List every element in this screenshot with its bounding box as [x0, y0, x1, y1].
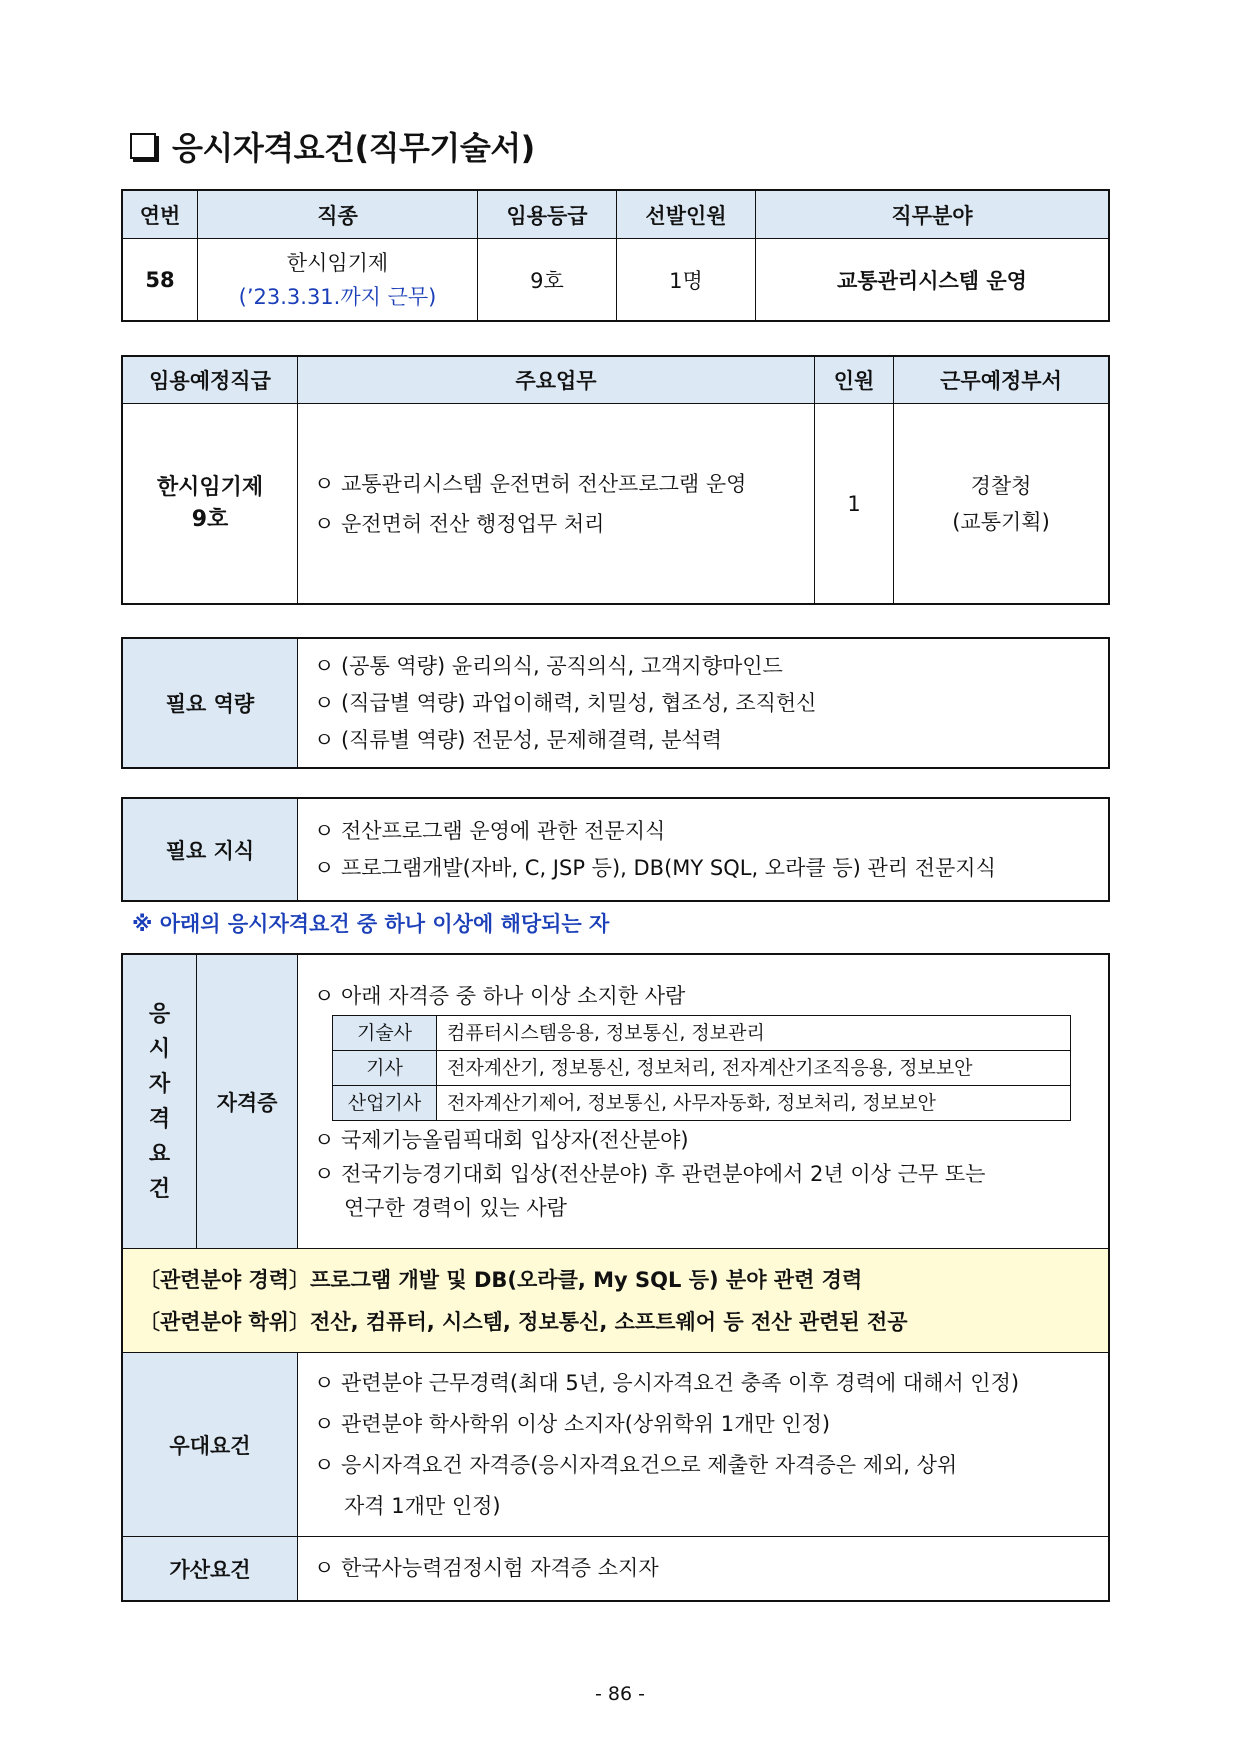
position-summary-table [122, 190, 1109, 321]
preference-label: 우대요건 [123, 1353, 298, 1537]
preference-item-3-cont: 자격 1개만 인정) [344, 1493, 501, 1518]
competency-item-1: ㅇ (공통 역량) 윤리의식, 공직의식, 고객지향마인드 [314, 653, 783, 678]
header-job-type: 직종 [198, 191, 478, 239]
competency-item-2: ㅇ (직급별 역량) 과업이해력, 치밀성, 협조성, 조직헌신 [314, 690, 817, 715]
dept-line2: (교통기획) [952, 509, 1050, 534]
header-field: 직무분야 [756, 191, 1109, 239]
cert-row [333, 1085, 1071, 1120]
dept-line1: 경찰청 [970, 473, 1032, 498]
cert-level: 기술사 [333, 1015, 437, 1050]
duty-table [122, 356, 1109, 604]
eligibility-extra-1: ㅇ 국제기능올림픽대회 입상자(전산분야) [314, 1127, 689, 1152]
cert-level: 산업기사 [333, 1085, 437, 1120]
cell-dept [894, 404, 1109, 604]
competency-list [298, 639, 1109, 768]
cell-grade: 9호 [478, 239, 617, 321]
eligibility-vertical-label [123, 955, 197, 1249]
cell-no: 58 [123, 239, 198, 321]
vertical-char-3: 자 [148, 1071, 171, 1097]
competency-label: 필요 역량 [123, 639, 298, 768]
knowledge-item-2: ㅇ 프로그램개발(자바, C, JSP 등), DB(MY SQL, 오라클 등) 관리 전문지식 [314, 855, 996, 880]
competency-item-3: ㅇ (직류별 역량) 전문성, 문제해결력, 분석력 [314, 727, 722, 752]
vertical-char-6: 건 [148, 1176, 171, 1202]
related-field-block [123, 1249, 1109, 1353]
header-duties: 주요업무 [298, 357, 815, 404]
cell-duties [298, 404, 815, 604]
vertical-char-4: 격 [148, 1106, 171, 1132]
bonus-label: 가산요건 [123, 1537, 298, 1601]
vertical-char-2: 시 [148, 1036, 171, 1062]
knowledge-table [122, 798, 1109, 901]
eligibility-extra-2b: 연구한 경력이 있는 사람 [344, 1195, 567, 1220]
certificate-table [332, 1015, 1071, 1121]
preference-item-2: ㅇ 관련분야 학사학위 이상 소지자(상위학위 1개만 인정) [314, 1411, 831, 1436]
cert-items: 컴퓨터시스템응용, 정보통신, 정보관리 [437, 1015, 1071, 1050]
duty-item-2: ㅇ 운전면허 전산 행정업무 처리 [314, 511, 605, 536]
cell-field: 교통관리시스템 운영 [756, 239, 1109, 321]
cert-row [333, 1050, 1071, 1085]
knowledge-list [298, 799, 1109, 901]
eligibility-note: ※ 아래의 응시자격요건 중 하나 이상에 해당되는 자 [132, 912, 610, 936]
checkbox-square-icon [130, 133, 156, 159]
cert-row [333, 1015, 1071, 1050]
section-title-text: 응시자격요건(직무기술서) [172, 129, 535, 167]
job-type-line2: (’23.3.31.까지 근무) [238, 284, 437, 309]
knowledge-item-1: ㅇ 전산프로그램 운영에 관한 전문지식 [314, 818, 666, 843]
rank-line2: 9호 [191, 506, 229, 532]
bonus-item: ㅇ 한국사능력검정시험 자격증 소지자 [298, 1537, 1109, 1601]
page-number: - 86 - [595, 1683, 645, 1705]
header-count: 선발인원 [617, 191, 756, 239]
cell-count: 1명 [617, 239, 756, 321]
vertical-char-1: 응 [148, 1001, 171, 1027]
related-degree: 〔관련분야 학위〕전산, 컴퓨터, 시스템, 정보통신, 소프트웨어 등 전산 관련된 전공 [139, 1309, 908, 1334]
rank-line1: 한시임기제 [156, 474, 264, 500]
duty-item-1: ㅇ 교통관리시스템 운전면허 전산프로그램 운영 [314, 471, 747, 496]
knowledge-label: 필요 지식 [123, 799, 298, 901]
header-grade: 임용등급 [478, 191, 617, 239]
header-people: 인원 [815, 357, 894, 404]
header-no: 연번 [123, 191, 198, 239]
cell-rank [123, 404, 298, 604]
requirements-table [122, 954, 1109, 1601]
header-rank: 임용예정직급 [123, 357, 298, 404]
eligibility-intro: ㅇ 아래 자격증 중 하나 이상 소지한 사람 [314, 983, 686, 1008]
vertical-char-5: 요 [148, 1141, 171, 1167]
cell-people: 1 [815, 404, 894, 604]
header-dept: 근무예정부서 [894, 357, 1109, 404]
preference-item-3: ㅇ 응시자격요건 자격증(응시자격요건으로 제출한 자격증은 제외, 상위 [314, 1452, 958, 1477]
eligibility-content [298, 955, 1109, 1249]
eligibility-extra-2a: ㅇ 전국기능경기대회 입상(전산분야) 후 관련분야에서 2년 이상 근무 또는 [314, 1161, 986, 1186]
competency-table [122, 638, 1109, 768]
cert-items: 전자계산기제어, 정보통신, 사무자동화, 정보처리, 정보보안 [437, 1085, 1071, 1120]
section-title [130, 122, 535, 170]
preference-list [298, 1353, 1109, 1537]
cert-level: 기사 [333, 1050, 437, 1085]
cell-job-type [198, 239, 478, 321]
related-career: 〔관련분야 경력〕프로그램 개발 및 DB(오라클, My SQL 등) 분야 관련 경력 [139, 1267, 863, 1292]
certificate-label: 자격증 [197, 955, 298, 1249]
job-type-line1: 한시임기제 [286, 250, 389, 275]
preference-item-1: ㅇ 관련분야 근무경력(최대 5년, 응시자격요건 충족 이후 경력에 대해서 인정) [314, 1370, 1020, 1395]
cert-items: 전자계산기, 정보통신, 정보처리, 전자계산기조직응용, 정보보안 [437, 1050, 1071, 1085]
